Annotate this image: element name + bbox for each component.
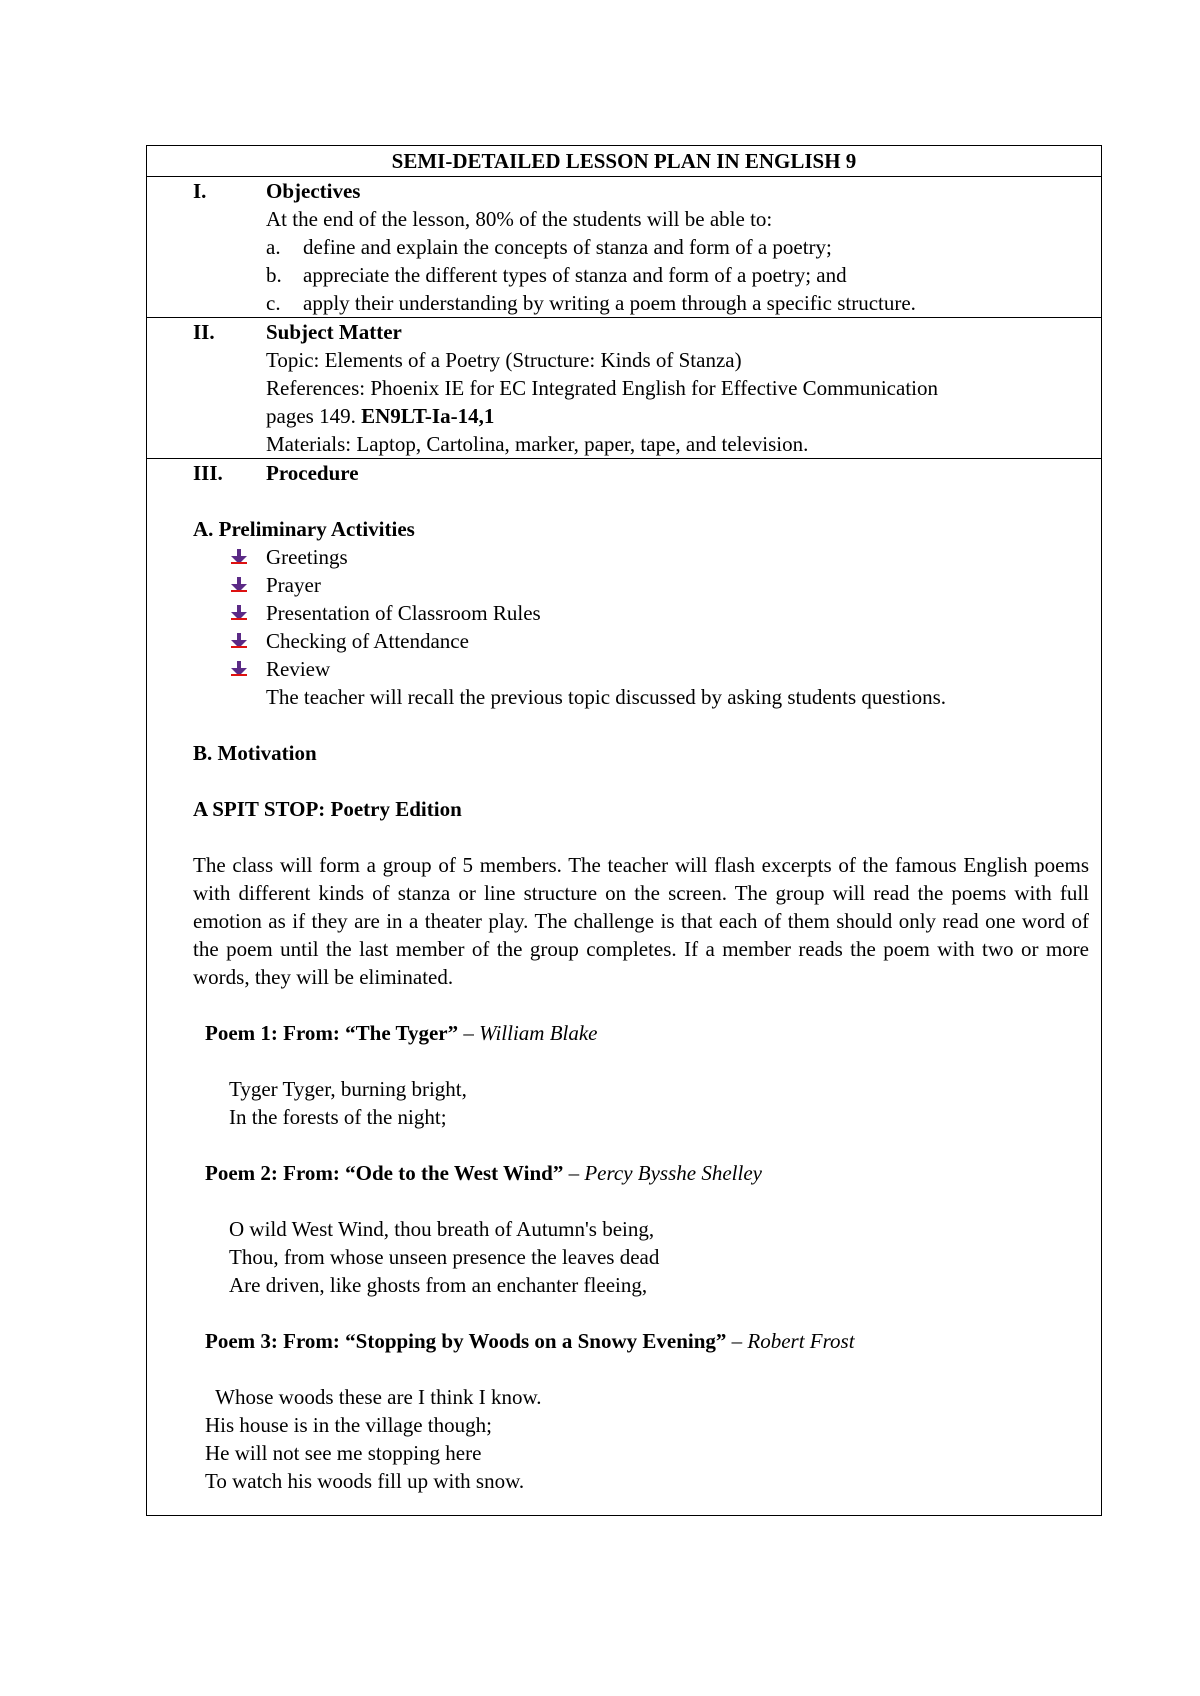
poem-title: “Stopping by Woods on a Snowy Evening” [345, 1329, 727, 1353]
section-numeral: II. [193, 320, 215, 344]
list-item [230, 627, 1089, 655]
poem-label: Poem 1: From: [205, 1021, 340, 1045]
procedure-section [147, 458, 1101, 1515]
list-text: Review [266, 657, 331, 681]
poem-line: To watch his woods fill up with snow. [205, 1469, 525, 1493]
poem-label: Poem 3: From: [205, 1329, 340, 1353]
poem-line: O wild West Wind, thou breath of Autumn's being, [229, 1217, 655, 1241]
list-marker: b. [266, 263, 282, 287]
list-text: appreciate the different types of stanza and form of a poetry; and [303, 263, 847, 287]
list-text: Prayer [266, 573, 321, 597]
poem-dash: – [563, 1161, 585, 1185]
section-numeral: I. [193, 179, 207, 203]
arrow-bullet-icon [230, 577, 266, 593]
poem-line: His house is in the village though; [205, 1413, 492, 1437]
arrow-bullet-icon [230, 549, 266, 565]
poem-excerpt [193, 1215, 1089, 1299]
objectives-list [266, 233, 1091, 317]
topic-line: Topic: Elements of a Poetry (Structure: Kinds of Stanza) [266, 348, 742, 372]
preliminary-list [193, 543, 1089, 683]
list-text: Checking of Attendance [266, 629, 469, 653]
poem-label: Poem 2: From: [205, 1161, 340, 1185]
arrow-bullet-icon [230, 605, 266, 621]
list-item [266, 261, 1091, 289]
objectives-heading: Objectives [266, 179, 361, 203]
review-description: The teacher will recall the previous topic discussed by asking students questions. [266, 685, 947, 709]
preliminary-heading: A. Preliminary Activities [193, 517, 415, 541]
poem-line: Whose woods these are I think I know. [205, 1385, 542, 1409]
subject-matter-heading: Subject Matter [266, 320, 402, 344]
list-item [230, 571, 1089, 599]
references-pages-text: pages 149. [266, 404, 356, 428]
poem-excerpt [193, 1383, 1089, 1495]
poem-title: “The Tyger” [345, 1021, 459, 1045]
materials-line: Materials: Laptop, Cartolina, marker, paper, tape, and television. [266, 432, 809, 456]
list-item [230, 655, 1089, 683]
arrow-bullet-icon [230, 661, 266, 677]
poem-line: Tyger Tyger, burning bright, [229, 1077, 467, 1101]
poem-line: Thou, from whose unseen presence the leaves dead [229, 1245, 660, 1269]
poem-line: Are driven, like ghosts from an enchanter fleeing, [229, 1273, 648, 1297]
poem-heading [193, 1159, 1089, 1187]
list-item [266, 289, 1091, 317]
list-marker: a. [266, 235, 281, 259]
poem-author: Robert Frost [747, 1329, 855, 1353]
list-item [266, 233, 1091, 261]
poem-line: In the forests of the night; [229, 1105, 447, 1129]
lesson-plan-title: SEMI-DETAILED LESSON PLAN IN ENGLISH 9 [391, 149, 857, 173]
motivation-heading: B. Motivation [193, 741, 317, 765]
list-item [230, 543, 1089, 571]
activity-description: The class will form a group of 5 members. The teacher will flash excerpts of the famous English poems with different kinds of stanza or line structure on the screen. The group will read the poems with full emotion as if they are in a theater play. The challenge is that each of them should only read one word of the poem until the last member of the group completes. If a member reads the poem with two or more words, they will be eliminated. [193, 853, 1089, 989]
poem-excerpt [193, 1075, 1089, 1131]
poem-title: “Ode to the West Wind” [345, 1161, 564, 1185]
objectives-intro: At the end of the lesson, 80% of the students will be able to: [266, 207, 773, 231]
poem-author: William Blake [479, 1021, 598, 1045]
list-text: Greetings [266, 545, 348, 569]
poem-heading [193, 1327, 1089, 1355]
poem-heading [193, 1019, 1089, 1047]
poem-dash: – [726, 1329, 748, 1353]
procedure-heading: Procedure [266, 461, 359, 485]
list-text: define and explain the concepts of stanza and form of a poetry; [303, 235, 832, 259]
poem-author: Percy Bysshe Shelley [584, 1161, 762, 1185]
objectives-section [147, 176, 1101, 317]
poem-dash: – [458, 1021, 480, 1045]
list-marker: c. [266, 291, 281, 315]
activity-title: A SPIT STOP: Poetry Edition [193, 797, 462, 821]
list-text: apply their understanding by writing a poem through a specific structure. [303, 291, 916, 315]
references-pages [266, 402, 1091, 430]
subject-matter-section [147, 317, 1101, 458]
arrow-bullet-icon [230, 633, 266, 649]
lesson-plan-table [146, 145, 1102, 1516]
competency-code: EN9LT-Ia-14,1 [361, 404, 495, 428]
list-text: Presentation of Classroom Rules [266, 601, 541, 625]
section-numeral: III. [193, 461, 223, 485]
list-item [230, 599, 1089, 627]
references-line: References: Phoenix IE for EC Integrated English for Effective Communication [266, 376, 938, 400]
poem-line: He will not see me stopping here [205, 1441, 482, 1465]
